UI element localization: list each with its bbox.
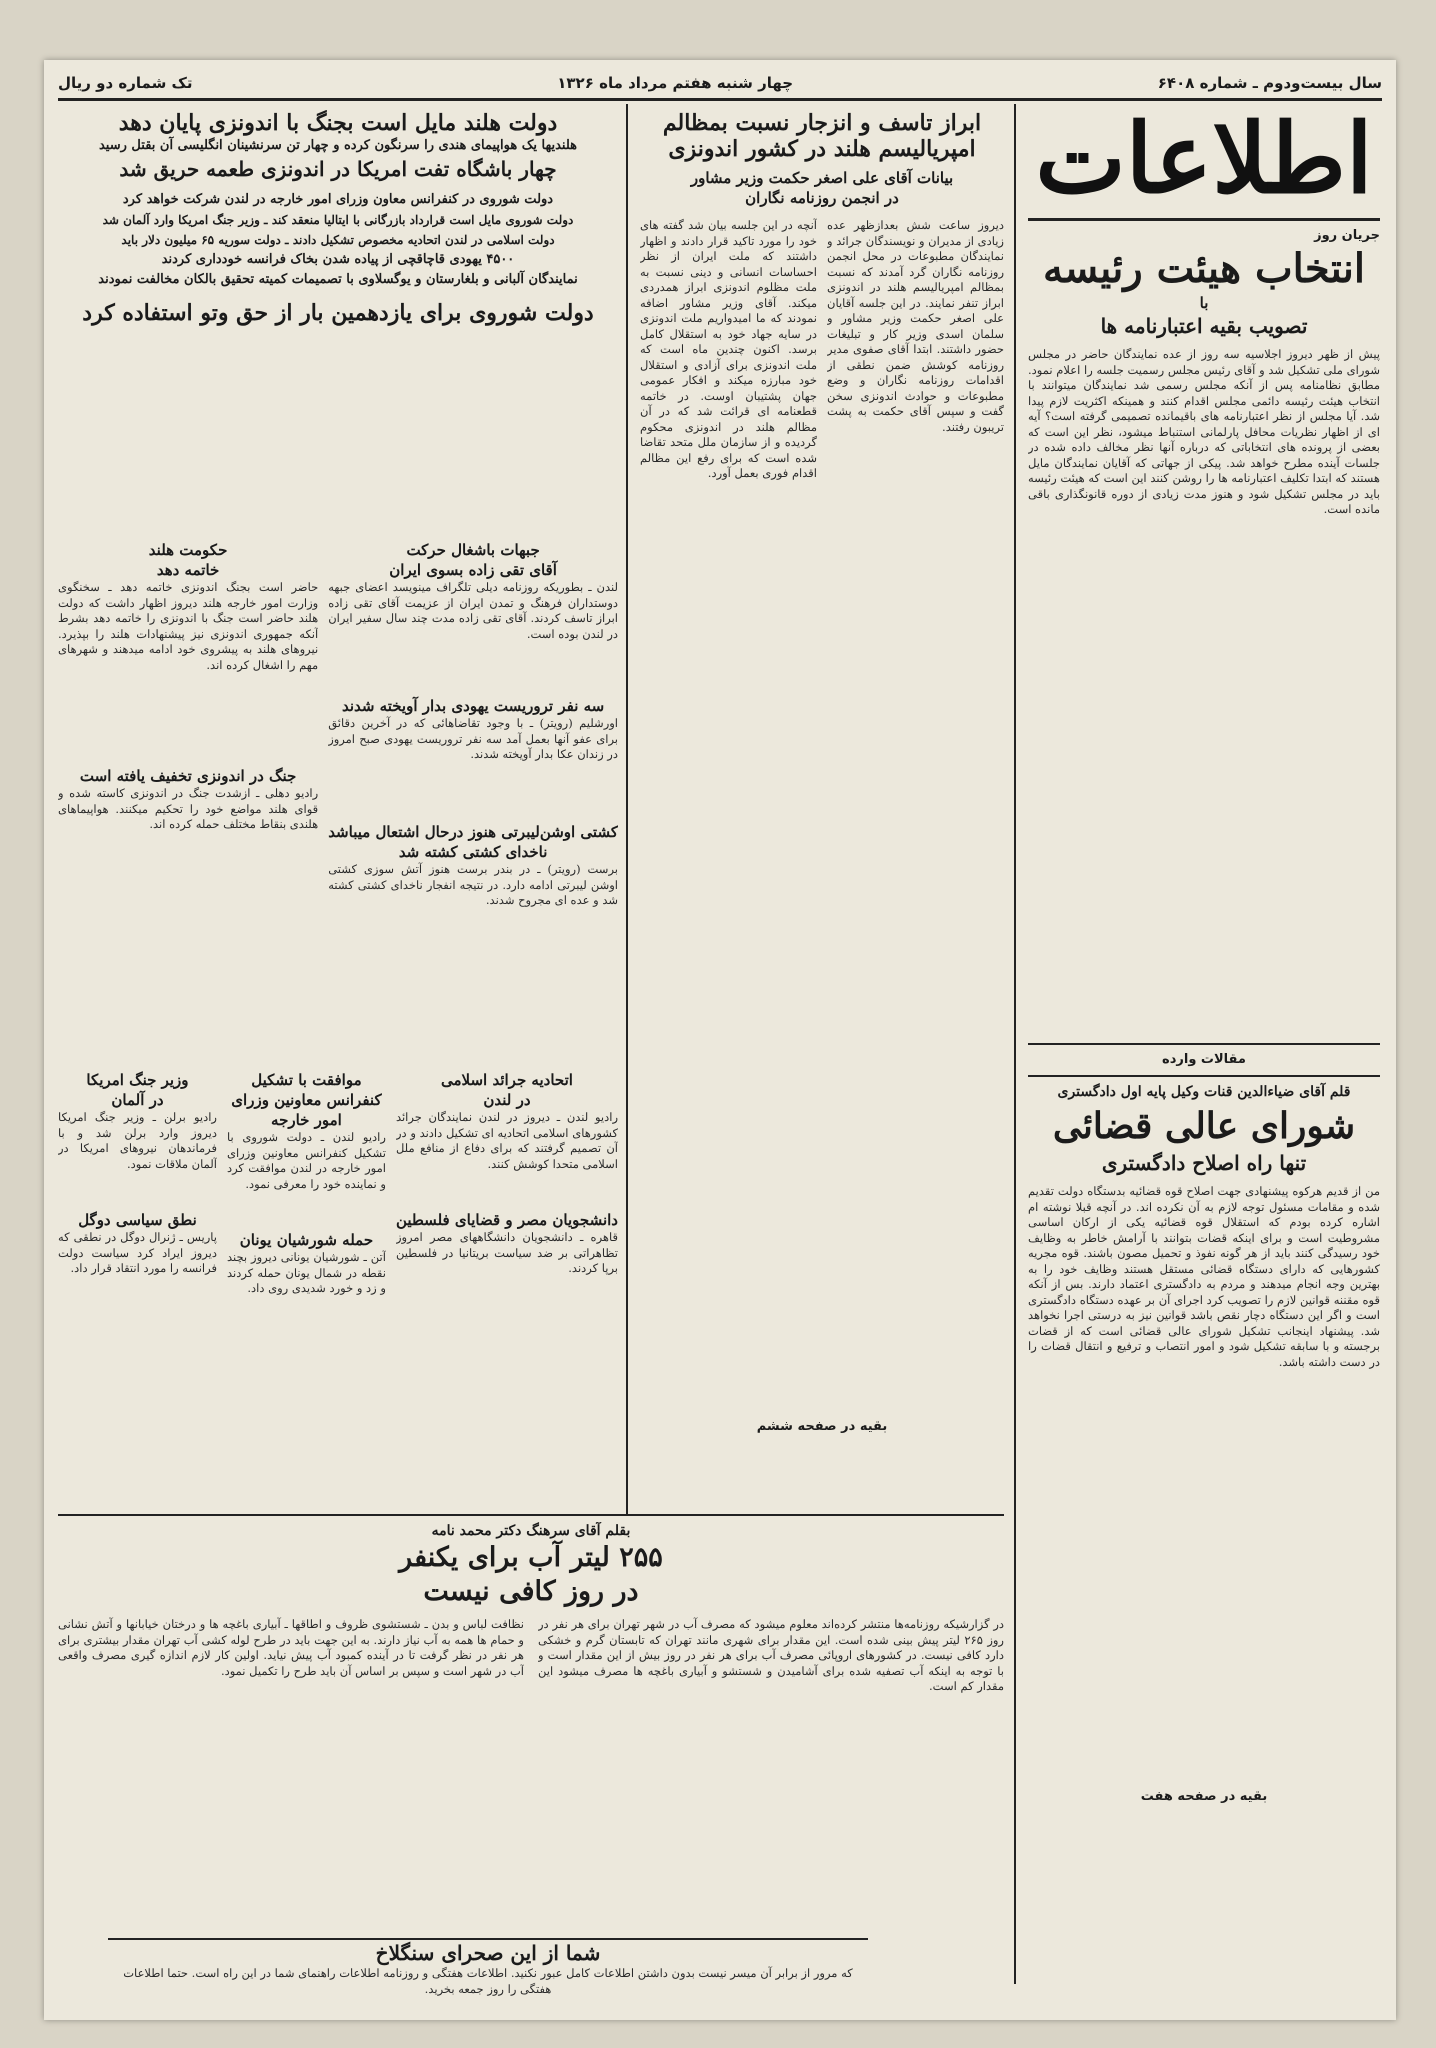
world-headline-1: دولت هلند مایل است بجنگ با اندونزی پایان دهد <box>118 110 558 136</box>
world-headline-3: چهار باشگاه تفت امریکا در اندونزی طعمه حریق شد <box>119 157 557 181</box>
world-headline-8: نمایندگان آلبانی و بلغارستان و یوگسلاوی با تصمیمات کمیته تحقیق بالکان مخالفت نمودند <box>98 272 578 287</box>
box1-title: اتحادیه جرائد اسلامی <box>441 1071 573 1089</box>
indonesia-continued: بقیه در صفحه ششم <box>756 1419 888 1434</box>
indonesia-subhead-2: در انجمن روزنامه نگاران <box>745 189 899 207</box>
news-boxes <box>58 1070 618 1510</box>
article-byline: قلم آقای ضیاءالدین قنات وکیل پایه اول دادگستری <box>1057 1084 1351 1100</box>
world-col-right <box>328 540 618 1060</box>
newspaper-page <box>44 60 1396 2020</box>
indonesia-subhead-1: بیانات آقای علی اصغر حکمت وزیر مشاور <box>690 169 954 187</box>
article-headline: شورای عالی قضائی <box>1052 1105 1356 1147</box>
box4-body: قاهره ـ دانشجویان دانشگاههای مصر امروز تظاهراتی بر ضد سیاست بریتانیا در فلسطین برپا کردند. <box>395 1230 618 1275</box>
world-news-body <box>58 540 618 1060</box>
center-column <box>640 110 1004 1506</box>
world-headline-5: دولت شوروی مایل است قرارداد بازرگانی با ایتالیا منعقد کند ـ وزیر جنگ امریکا وارد آلمان شد <box>102 213 574 227</box>
ship-title: کشتی اوشن‌لیبرتی هنوز درحال اشتعال میباشد <box>328 823 618 841</box>
box1-sub: در لندن <box>483 1091 531 1109</box>
issue-date: چهار شنبه هفتم مرداد ماه ۱۳۲۶ <box>557 74 794 92</box>
box6-body: پاریس ـ ژنرال دوگل در نطقی که دیروز ایراد کرد سیاست دولت فرانسه را مورد انتقاد قرار داد. <box>58 1230 217 1275</box>
masthead: اطلاعات <box>1035 104 1373 215</box>
water-article <box>58 1522 1004 1922</box>
indonesia-body-right: دیروز ساعت شش بعدازظهر عده زیادی از مدیران و نویسندگان جرائد و نمایندگان مطبوعات در محل انجمن روزنامه نگاران گرد آمدند که نسبت بمظالم امپریالیسم هلند در اندونزی ابراز تنفر نمایند. در این جلسه آقایان علی اصغر حکمت وزیر مشاور و سلمان اسدی وزیر کار و تبلیغات حضور داشتند. ابتدا آقای صفوی مدیر روزنامه کوشش ضمن نطقی از اقدامات روزنامه نگاران و وضع مطبوعات و حوادث اندونزی سخن گفت و سپس آقای حکمت به پشت تریبون رفتند. <box>827 218 1004 434</box>
world-headline-9: دولت شوروی برای یازدهمین بار از حق وتو استفاده کرد <box>82 300 594 326</box>
box2-title: موافقت با تشکیل کنفرانس معاونین وزرای امور خارجه <box>231 1071 382 1129</box>
issue-info: سال بیست‌ودوم ـ شماره ۶۴۰۸ <box>1157 74 1382 92</box>
water-body-columns <box>58 1617 1004 1877</box>
war-easing-title: جنگ در اندونزی تخفیف یافته است <box>79 767 297 785</box>
article-body: من از قدیم هرکوه پیشنهادی جهت اصلاح قوه قضائیه بدستگاه دولت تقدیم شده و مقامات مسئول توجه لازم به آن نکرده اند. در آنچه قبلا نوشته ام اشاره کرده بودم که استقلال قوه قضائیه یکی از ارکان اساسی مشروطیت است و برای اینکه قضات بتوانند با آرامش خاطر به وظایف خود رسیدگی کنند باید از هر گونه نفوذ و تحمیل مصون باشند. قوه مجریه کشورهایی که دارای دستگاه قضائی مستقل هستند وظایف خود را به بهترین وجه انجام میدهند و مردم به دادگستری اعتماد دارند. بس از آنکه قوه مقننه قوانین لازم را تصویب کرد اجرای آن بر عهده دستگاه دادگستری است و اگر این دستگاه دچار نقص باشد قوانین نیز به درستی اجرا نخواهد شد. پیشنهاد اینجانب تشکیل شورای عالی قضائی است که از قضات برجسته و با سابقه تشکیل شود و امور انتصاب و ترفیع و انتقال قضات را در دست داشته باشد. <box>1028 1184 1380 1369</box>
indonesia-headline-2: امپریالیسم هلند در کشور اندونزی <box>668 136 976 162</box>
water-body-right: در گزارشیکه روزنامه‌ها منتشر کرده‌اند معلوم میشود که مصرف آب در شهر تهران برای هر نفر در روز ۲۶۵ لیتر پیش بینی شده است. این مقدار برای شهری مانند تهران که تابستان گرم و خشکی دارد کافی نیست. در کشورهای اروپائی مصرف آب برای هر نفر در روز بیش از این مقدار است و با توجه به اینکه آب تصفیه شده برای آشامیدن و شستشو و آبیاری باغچه ها مصرف میشود این مقدار کم است. <box>538 1617 1004 1693</box>
holland-gov-title: حکومت هلند <box>148 541 228 559</box>
indonesia-body-columns <box>640 218 1004 1418</box>
holland-gov-sub: خاتمه دهد <box>156 561 220 579</box>
box-column-a <box>396 1070 618 1510</box>
articles-rule-2 <box>1028 1075 1380 1077</box>
column-rule-right <box>1014 104 1016 1984</box>
column-rule-center <box>626 104 628 1514</box>
box3-title: وزیر جنگ امریکا <box>86 1071 189 1089</box>
war-easing-body: رادیو دهلی ـ ازشدت جنگ در اندونزی کاسته شده و قوای هلند مواضع خود را تحکیم میکنند. هواپیماهای هلندی بنقاط مختلف حمله کرده اند. <box>58 786 319 831</box>
taqizadeh-body: لندن ـ بطوریکه روزنامه دیلی تلگراف مینویسد اعضای جبهه دوستداران فرهنگ و تمدن ایران از عزیمت آقای تقی زاده ابراز تاسف کردند. آقای تقی زاده مدت چند سال سفیر ایران در لندن بوده است. <box>328 580 618 641</box>
netherlands-title: جبهات باشغال حرکت <box>406 541 540 559</box>
indonesia-body-left: آنچه در این جلسه بیان شد گفته های خود را مورد تاکید قرار دادند و اظهار داشتند که ملت ایران از نظر احساسات انسانی و دینی نسبت به ملت مظلوم اندونزی ابراز همدردی میکند. آقای وزیر مشاور اضافه نمودند که ما امیدواریم ملت اندونزی در سایه جهاد خود به استقلال کامل برسد. اکنون چندین ماه است که ملت اندونزی برای آزادی و استقلال خود مبارزه میکند و افکار عمومی جهان پشتیبان اوست. در خاتمه قطعنامه ای قرائت شد که در آن مظالم هلند در اندونزی محکوم گردیده و از سازمان ملل متحد تقاضا شده است که برای رفع این مظالم اقدام فوری بعمل آورد. <box>640 218 817 480</box>
world-headline-4: دولت شوروی در کنفرانس معاون وزرای امور خارجه در لندن شرکت خواهد کرد <box>122 192 554 207</box>
box3-sub: در آلمان <box>111 1091 164 1109</box>
issue-price: تک شماره دو ریال <box>58 74 193 92</box>
right-column <box>1028 104 1380 1984</box>
box3-body: رادیو برلن ـ وزیر جنگ امریکا دیروز وارد برلن شد و با فرماندهان نیروهای امریکا در آلمان ملاقات نمود. <box>58 1110 217 1171</box>
box5-title: حمله شورشیان یونان <box>239 1231 374 1249</box>
terrorist-body: اورشلیم (رویتر) ـ با وجود تقاضاهائی که در آخرین دقائق برای عفو آنها بعمل آمد سه نفر تروریست یهودی صبح امروز در زندان عکا بدار آویخته شدند. <box>328 716 618 761</box>
ship-subtitle: ناخدای کشتی کشته شد <box>398 843 548 861</box>
world-headline-6: دولت اسلامی در لندن اتحادیه مخصوص تشکیل دادند ـ دولت سوریه ۶۵ میلیون دلار باید <box>121 233 555 247</box>
header-strip <box>58 70 1382 96</box>
articles-rule <box>1028 1043 1380 1045</box>
editorial-connector: با <box>1199 294 1209 312</box>
taqizadeh-title: آقای تقی زاده بسوی ایران <box>389 561 557 579</box>
box6-title: نطق سیاسی دوگل <box>78 1211 197 1229</box>
water-headline-2: در روز کافی نیست <box>423 1576 639 1607</box>
indonesia-headline-1: ابراز تاسف و انزجار نسبت بمظالم <box>662 110 982 136</box>
masthead-rule <box>1028 218 1380 221</box>
footer-title: شما از این صحرای سنگلاخ <box>375 1941 601 1965</box>
footer-ad <box>108 1938 868 2014</box>
box-column-c <box>58 1070 217 1510</box>
world-col-left <box>58 540 318 1060</box>
box4-title: دانشجویان مصر و قضایای فلسطین <box>395 1211 618 1229</box>
box-column-b <box>227 1070 386 1510</box>
holland-gov-body: حاضر است بجنگ اندونزی خاتمه دهد ـ سخنگوی وزارت امور خارجه هلند دیروز اظهار داشت که دولت هلند حاضر است جنگ با اندونزی را خاتمه دهد بشرط آنکه جمهوری اندونزی نیز پیشنهادات هلند را بپذیرد. نیروهای هلند به پیشروی خود ادامه میدهند و شهرهای مهم را اشغال کرده اند. <box>58 580 319 672</box>
water-body-left: نظافت لباس و بدن ـ شستشوی ظروف و اطاقها ـ آبیاری باغچه ها و درختان خیابانها و آتش نشانی و حمام ها همه به آب نیاز دارند. به این جهت باید در طرح لوله کشی آب تهران مقدار بیشتری برای هر نفر در نظر گرفت تا در آینده کمبود آب پیش نیاید. اولین کار لازم اندازه گیری مصرف واقعی آب در شهر است و سپس بر اساس آن باید طرح را تکمیل نمود. <box>58 1617 524 1678</box>
world-headline-7: ۴۵۰۰ یهودی قاچاقچی از پیاده شدن بخاک فرانسه خودداری کردند <box>161 252 515 267</box>
water-headline-1: ۲۵۵ لیتر آب برای یکنفر <box>399 1542 663 1573</box>
world-headline-2: هلندیها یک هواپیمای هندی را سرنگون کرده و چهار تن سرنشینان انگلیسی آن بقتل رسید <box>98 138 578 153</box>
box5-body: آتن ـ شورشیان یونانی دیروز بچند نقطه در شمال یونان حمله کردند و زد و خورد شدیدی روی داد. <box>226 1250 386 1295</box>
box2-body: رادیو لندن ـ دولت شوروی با تشکیل کنفرانس معاونین وزرای امور خارجه در لندن موافقت کرد و نماینده خود را معرفی نمود. <box>226 1130 386 1191</box>
editorial-subhead: تصویب بقیه اعتبارنامه ها <box>1100 314 1308 338</box>
header-rule <box>58 98 1382 101</box>
footer-body: که مرور از برابر آن میسر نیست بدون داشتن اطلاعات کامل عبور نکنید. اطلاعات هفتگی و روزنامه اطلاعات راهنمای شما در این راه است. حتما اطلاعات هفتگی را روز جمعه بخرید. <box>123 1966 853 1996</box>
world-headlines <box>58 110 618 530</box>
ship-body: برست (رویتر) ـ در بندر برست هنوز آتش سوزی کشتی اوشن لیبرتی ادامه دارد. در نتیجه انفجار ناخدای کشتی کشته شد و عده ای مجروح شدند. <box>328 862 618 907</box>
editorial-headline: انتخاب هیئت رئیسه <box>1043 245 1365 292</box>
terrorist-title: سه نفر تروریست یهودی بدار آویخته شدند <box>341 697 605 715</box>
editorial-body: پیش از ظهر دیروز اجلاسیه سه روز از عده نمایندگان حاضر در مجلس شورای ملی تشکیل شد و آقای رئیس مجلس رسمیت جلسه را اعلام نمود. مطابق نظامنامه پس از آنکه مجلس رسمی شد نمایندگان میتوانند با انتخاب هیئت رئیسه دائمی مجلس اقدام کنند و همینکه اکثریت لازم پیدا شد. آیا مجلس از نظر اعتبارنامه های باقیمانده تصمیمی گرفته است؟ آیه ای از اظهار نظریات محافل پارلمانی استنباط میشود، نظر این است که بعضی از پرونده های انتخاباتی که درباره آنها نظر مخالف داده شده در جلسات آینده مطرح خواهد شد. پیکی از جهاتی که آقایان نمایندگان مایل هستند که ابتدا تکلیف اعتبارنامه ها را روشن کنند این است که هیئت رئیسه باید در مجلس تشکیل شود و هنوز مدت زیادی از دوره قانونگذاری باقی مانده است. <box>1028 347 1380 516</box>
articles-label: مقالات وارده <box>1162 1052 1246 1067</box>
water-rule <box>58 1514 1004 1516</box>
box1-body: رادیو لندن ـ دیروز در لندن نمایندگان جرائد کشورهای اسلامی اتحادیه ای تشکیل دادند و در آن تصمیم گرفتند که برای دفاع از منافع ملل اسلامی متحدا کوشش کنند. <box>395 1110 618 1171</box>
article-continued: بقیه در صفحه هفت <box>1140 1789 1268 1804</box>
editorial-kicker: جریان روز <box>1314 228 1380 243</box>
article-subhead: تنها راه اصلاح دادگستری <box>1101 1151 1307 1175</box>
water-byline: بقلم آقای سرهنگ دکتر محمد نامه <box>431 1523 631 1539</box>
